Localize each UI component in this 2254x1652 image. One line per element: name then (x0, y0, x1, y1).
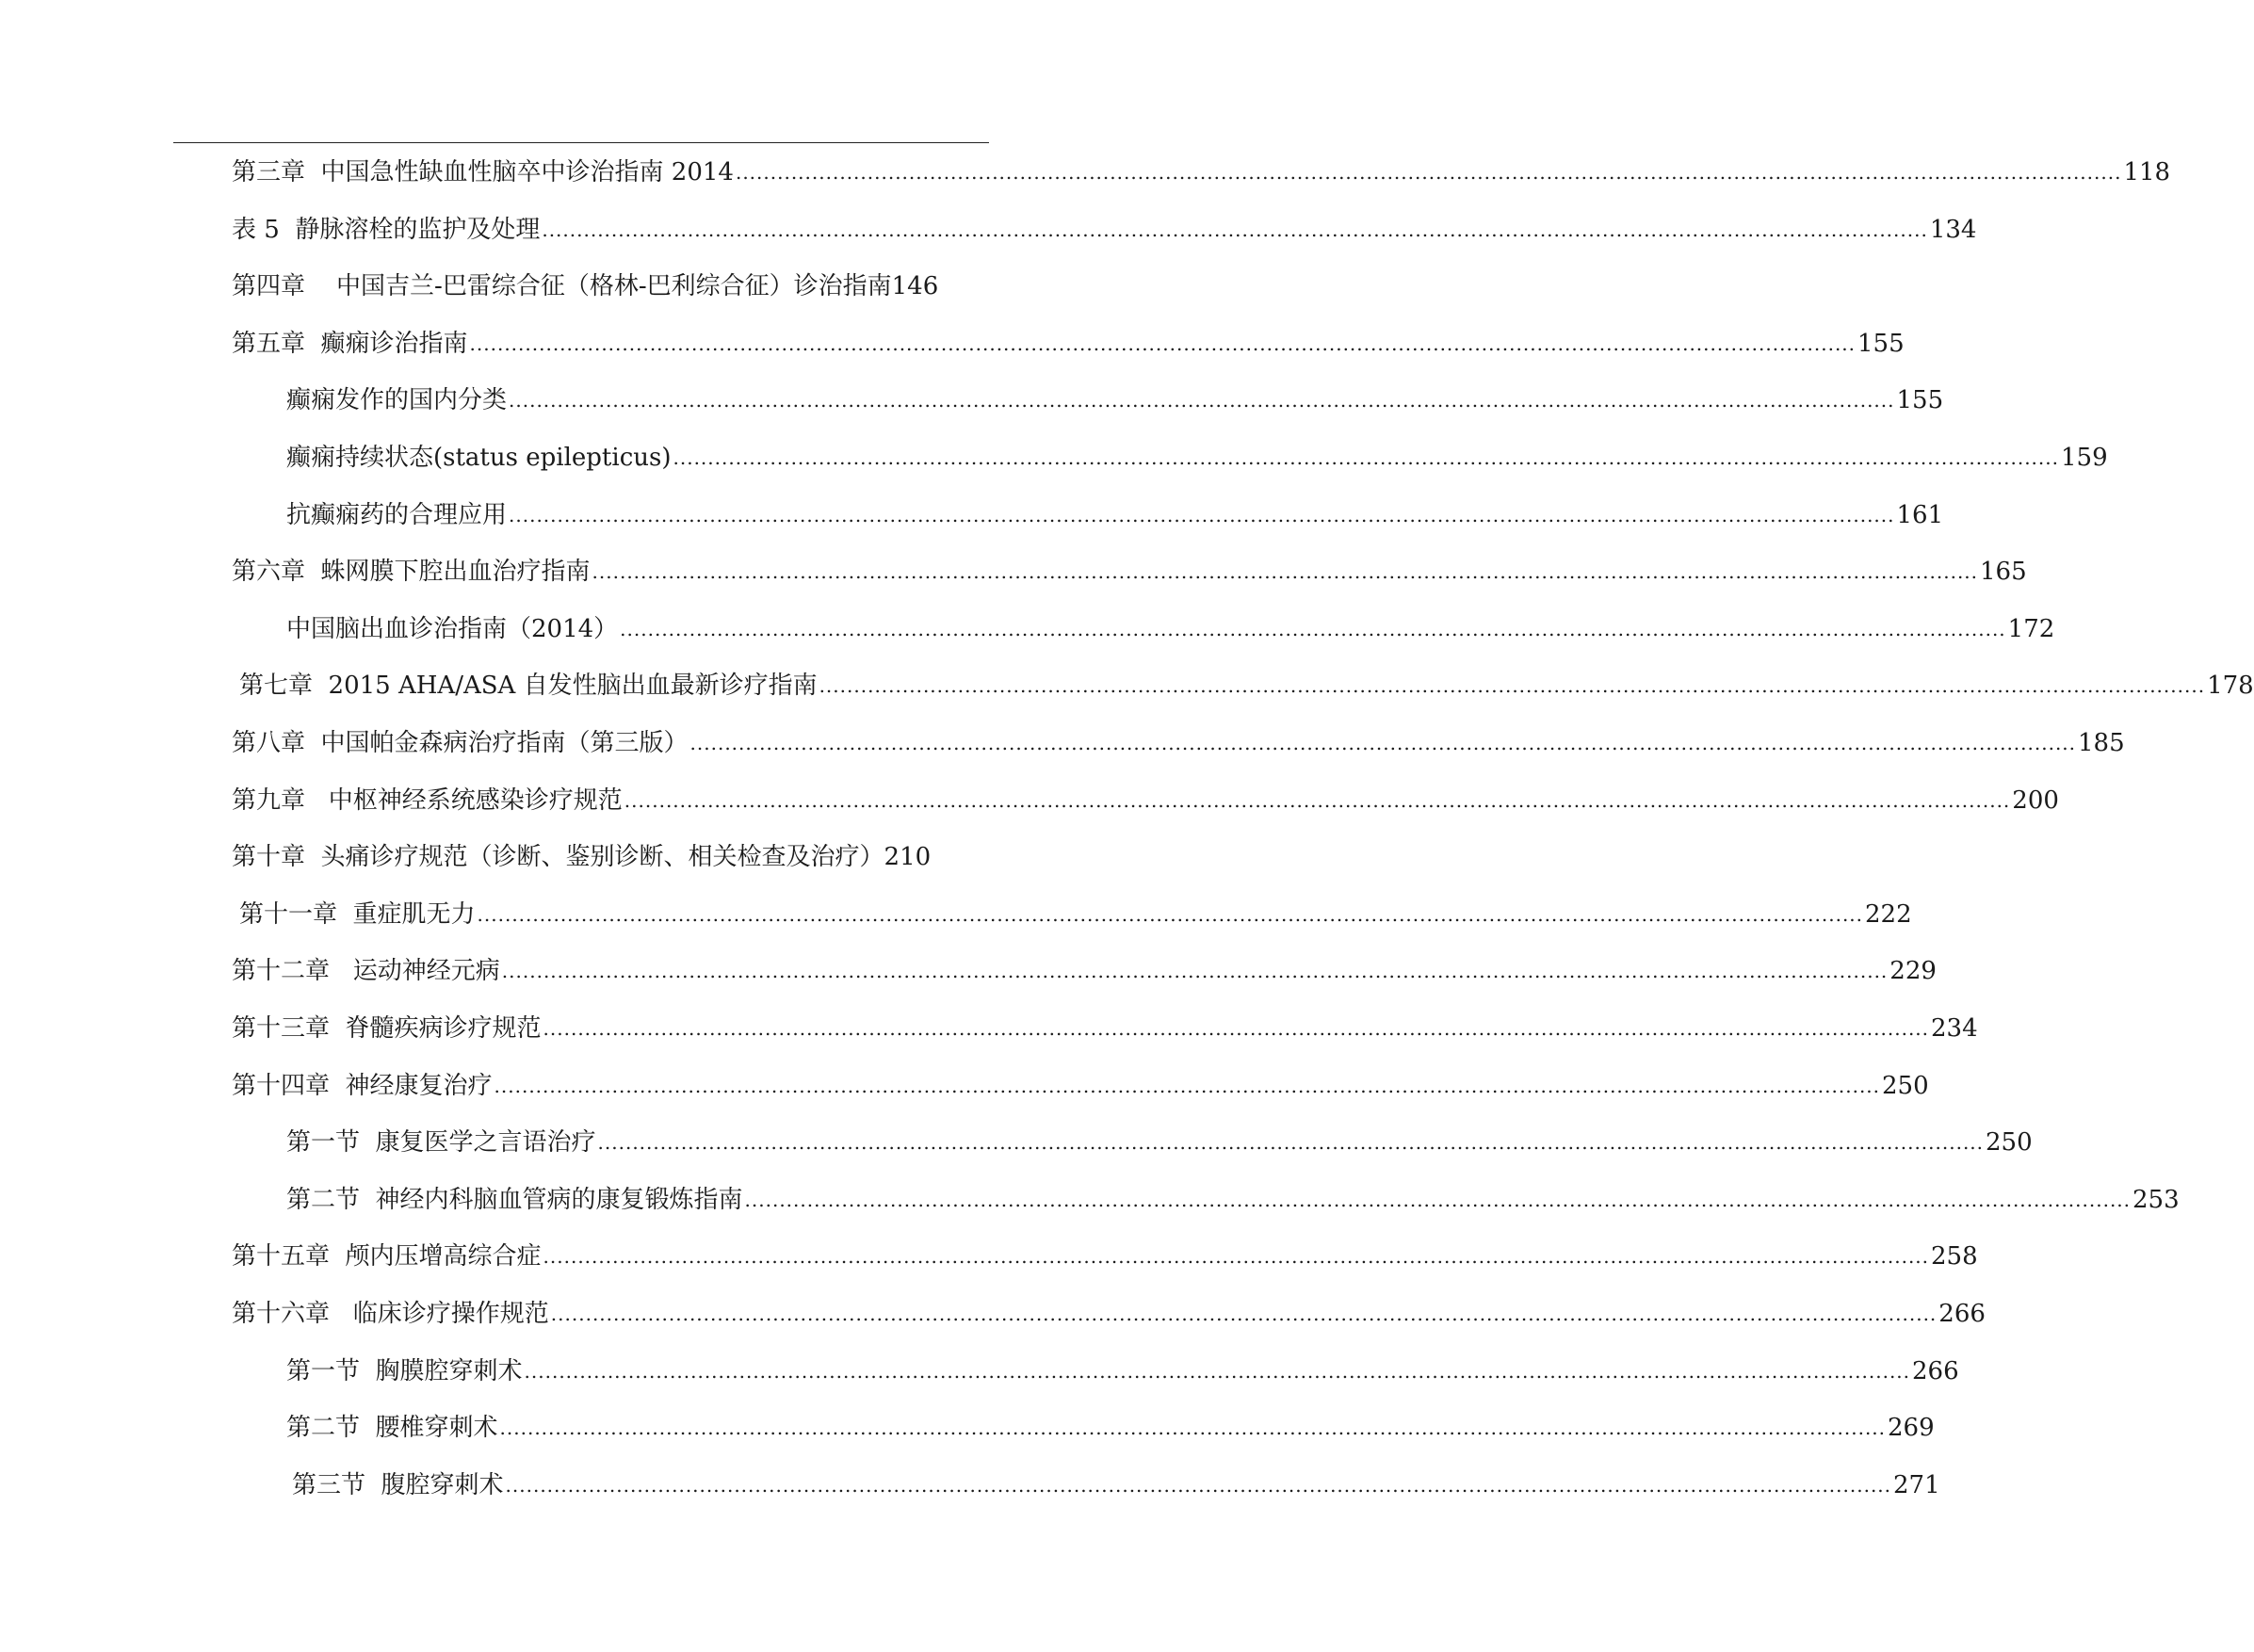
toc-entry-title: 第二节 神经内科脑血管病的康复锻炼指南 (286, 1186, 743, 1214)
toc-entry-title: 第四章 中国吉兰-巴雷综合征（格林-巴利综合征）诊治指南 (232, 272, 892, 300)
toc-page-number: 258 (1931, 1242, 1978, 1271)
toc-entry-title: 第十四章 神经康复治疗 (232, 1072, 493, 1100)
toc-dot-leader: ........................................................................................................................................................................................................ (592, 560, 1979, 583)
toc-entry[interactable] (232, 325, 1905, 363)
toc-page-number: 229 (1889, 957, 1937, 985)
toc-page-number: 185 (2078, 729, 2125, 757)
toc-entry[interactable] (286, 496, 1944, 534)
toc-dot-leader: ........................................................................................................................................................................................................ (689, 732, 2077, 754)
toc-entry[interactable] (232, 553, 2027, 591)
toc-dot-leader: ........................................................................................................................................................................................................ (509, 504, 1895, 526)
toc-page-number: 269 (1888, 1414, 1935, 1442)
toc-entry[interactable] (232, 1295, 1986, 1333)
toc-entry-title: 表 5 静脉溶栓的监护及处理 (232, 216, 541, 244)
toc-dot-leader: ........................................................................................................................................................................................................ (620, 618, 2006, 640)
toc-entry-title: 第八章 中国帕金森病治疗指南（第三版） (232, 729, 689, 757)
toc-entry[interactable] (286, 1409, 1935, 1447)
toc-page-number: 250 (1986, 1128, 2033, 1157)
toc-dot-leader: ........................................................................................................................................................................................................ (501, 960, 1889, 982)
toc-entry[interactable] (239, 667, 2254, 705)
toc-entry-title: 抗癫痫药的合理应用 (286, 501, 508, 529)
toc-page-number: 165 (1980, 558, 2027, 586)
toc-dot-leader: ........................................................................................................................................................................................................ (744, 1189, 2132, 1211)
toc-entry-title: 第六章 蛛网膜下腔出血治疗指南 (232, 558, 591, 586)
toc-entry-title: 癫痫持续状态(status epilepticus) (286, 444, 672, 472)
toc-dot-leader: ........................................................................................................................................................................................................ (499, 1417, 1887, 1439)
toc-entry-title: 第十二章 运动神经元病 (232, 957, 500, 985)
toc-entry-title: 第三章 中国急性缺血性脑卒中诊治指南 2014 (232, 158, 734, 186)
toc-dot-leader: ........................................................................................................................................................................................................ (735, 161, 2122, 184)
toc-entry-title: 第一节 胸膜腔穿刺术 (286, 1357, 523, 1385)
toc-page-number: 155 (1857, 330, 1905, 358)
toc-page-number: 146 (891, 272, 939, 300)
toc-page-number: 250 (1882, 1072, 1929, 1100)
toc-entry-title: 第七章 2015 AHA/ASA 自发性脑出血最新诊疗指南 (239, 672, 818, 700)
toc-page-number: 266 (1938, 1300, 1986, 1328)
toc-entry[interactable] (232, 1238, 1978, 1275)
toc-entry-title: 第一节 康复医学之言语治疗 (286, 1128, 596, 1157)
toc-page-number: 178 (2207, 672, 2254, 700)
toc-entry[interactable] (292, 1466, 1940, 1504)
toc-page-number: 271 (1893, 1471, 1940, 1499)
toc-dot-leader: ........................................................................................................................................................................................................ (524, 1360, 1911, 1383)
toc-entry[interactable] (232, 952, 1937, 990)
toc-page-number: 200 (2012, 786, 2059, 815)
toc-dot-leader: ........................................................................................................................................................................................................ (477, 903, 1864, 926)
toc-page-number: 134 (1929, 216, 1977, 244)
toc-page-number: 161 (1896, 501, 1944, 529)
toc-entry[interactable] (286, 1352, 1959, 1390)
toc-page-number: 253 (2132, 1186, 2180, 1214)
toc-entry[interactable] (232, 267, 989, 305)
toc-entry[interactable] (232, 724, 2125, 762)
toc-page-number: 222 (1865, 900, 1912, 929)
toc-entry[interactable] (239, 896, 1912, 933)
toc-page-number: 234 (1931, 1014, 1978, 1043)
toc-entry-title: 第二节 腰椎穿刺术 (286, 1414, 498, 1442)
toc-entry-title: 第十一章 重症肌无力 (239, 900, 476, 929)
toc-dot-leader: ........................................................................................................................................................................................................ (509, 389, 1895, 412)
toc-dot-leader: ........................................................................................................................................................................................................ (542, 219, 1928, 241)
toc-entry[interactable] (232, 211, 1977, 249)
toc-entry[interactable] (286, 610, 2055, 648)
toc-entry-title: 第三节 腹腔穿刺术 (292, 1471, 504, 1499)
toc-page-number: 172 (2007, 615, 2055, 643)
toc-entry[interactable] (232, 838, 989, 876)
toc-entry[interactable] (286, 381, 1944, 419)
toc-entry[interactable] (232, 782, 2059, 819)
toc-entry-title: 第九章 中枢神经系统感染诊疗规范 (232, 786, 623, 815)
toc-dot-leader: ........................................................................................................................................................................................................ (543, 1017, 1930, 1040)
toc-dot-leader: ........................................................................................................................................................................................................ (543, 1245, 1930, 1268)
toc-page-number: 118 (2123, 158, 2171, 186)
toc-entry[interactable] (286, 1181, 2180, 1219)
toc-entry-title: 第十三章 脊髓疾病诊疗规范 (232, 1014, 542, 1043)
toc-entry[interactable] (232, 1067, 1929, 1105)
toc-entry-title: 癫痫发作的国内分类 (286, 386, 508, 414)
toc-entry[interactable] (232, 1010, 1978, 1047)
toc-dot-leader: ........................................................................................................................................................................................................ (494, 1075, 1881, 1097)
toc-entry-title: 第五章 癫痫诊治指南 (232, 330, 468, 358)
toc-entry-title: 第十章 头痛诊疗规范（诊断、鉴别诊断、相关检查及治疗） (232, 843, 884, 871)
toc-entry-title: 第十六章 临床诊疗操作规范 (232, 1300, 549, 1328)
toc-entry[interactable] (286, 1124, 2033, 1161)
toc-entry[interactable] (232, 154, 2171, 191)
toc-page-number: 210 (884, 843, 932, 871)
toc-page-number: 155 (1896, 386, 1944, 414)
toc-dot-leader: ........................................................................................................................................................................................................ (673, 446, 2059, 469)
toc-dot-leader: ........................................................................................................................................................................................................ (597, 1131, 1985, 1154)
toc-page-number: 159 (2060, 444, 2108, 472)
toc-dot-leader: ........................................................................................................................................................................................................ (624, 789, 2011, 812)
toc-entry[interactable] (286, 439, 2108, 477)
toc-dot-leader: ........................................................................................................................................................................................................ (550, 1303, 1938, 1325)
toc-dot-leader: ........................................................................................................................................................................................................ (505, 1474, 1892, 1497)
toc-dot-leader: ........................................................................................................................................................................................................ (469, 332, 1857, 355)
toc-entry-title: 中国脑出血诊治指南（2014） (286, 615, 619, 643)
toc-page-number: 266 (1912, 1357, 1959, 1385)
toc-dot-leader: ........................................................................................................................................................................................................ (819, 674, 2206, 697)
toc-entry-title: 第十五章 颅内压增高综合症 (232, 1242, 542, 1271)
header-rule (173, 142, 989, 143)
